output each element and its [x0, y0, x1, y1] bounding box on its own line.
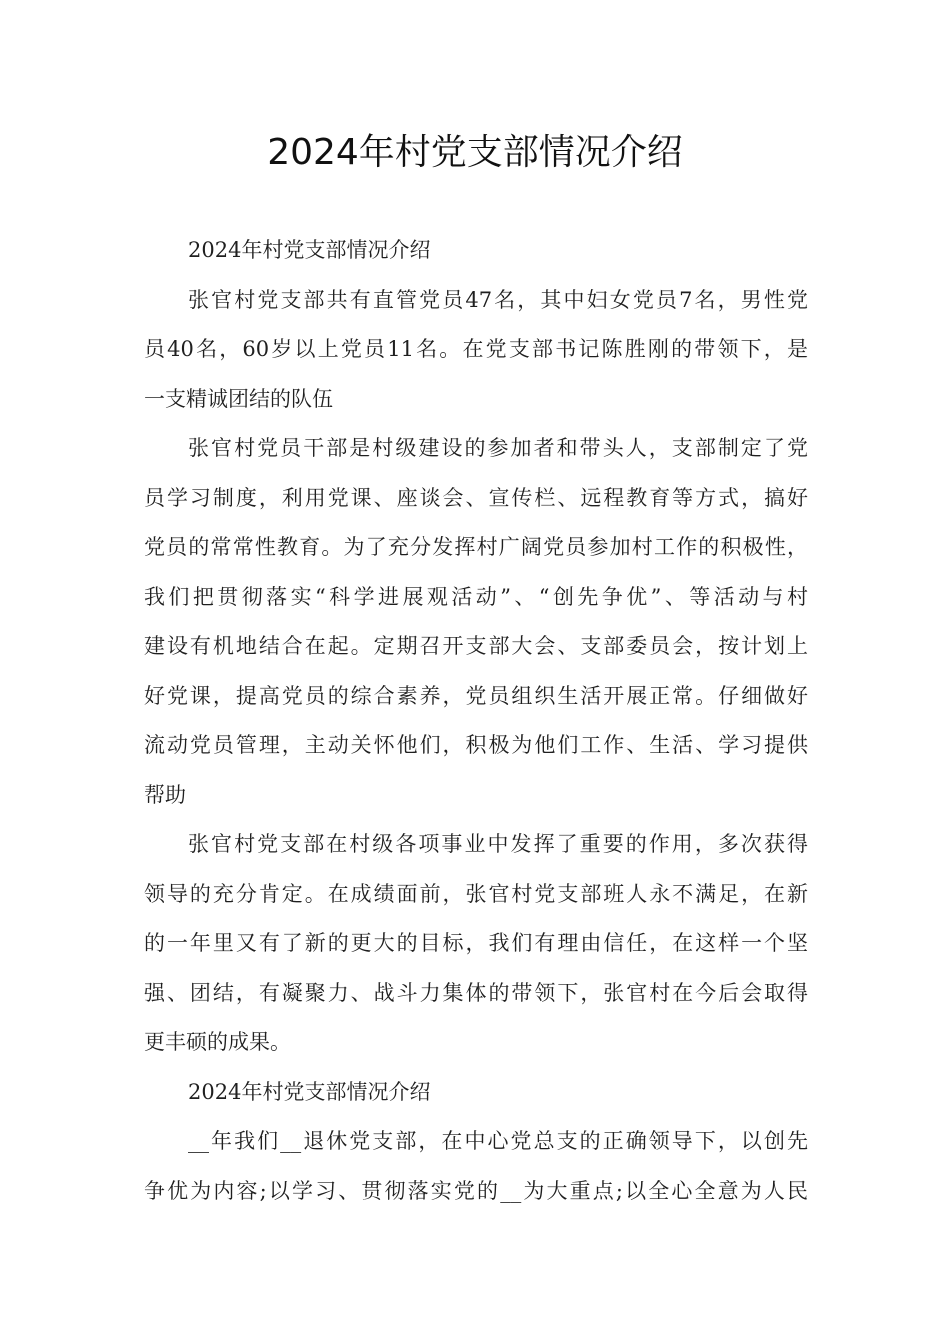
document-title: 2024年村党支部情况介绍 — [267, 132, 683, 173]
paragraph-line: 流动党员管理，主动关怀他们，积极为他们工作、生活、学习提供 — [144, 733, 808, 757]
paragraph-line: 建设有机地结合在起。定期召开支部大会、支部委员会，按计划上 — [144, 634, 808, 658]
paragraph-line: 强、团结，有凝聚力、战斗力集体的带领下，张官村在今后会取得 — [144, 980, 808, 1005]
document-body — [144, 226, 808, 1216]
section-heading: 2024年村党支部情况介绍 — [188, 1079, 431, 1104]
paragraph-line: 更丰硕的成果。 — [144, 1030, 291, 1054]
paragraph-line: 张官村党支部在村级各项事业中发挥了重要的作用，多次获得 — [188, 832, 808, 856]
paragraph-line: __年我们__退休党支部，在中心党总支的正确领导下，以创先 — [188, 1129, 808, 1153]
section-heading: 2024年村党支部情况介绍 — [188, 238, 431, 262]
paragraph-line: 一支精诚团结的队伍 — [144, 386, 333, 411]
paragraph-line: 张官村党支部共有直管党员47名，其中妇女党员7名，男性党 — [188, 287, 808, 312]
paragraph-line: 张官村党员干部是村级建设的参加者和带头人，支部制定了党 — [188, 436, 808, 460]
paragraph-line: 好党课，提高党员的综合素养，党员组织生活开展正常。仔细做好 — [144, 683, 808, 708]
paragraph-line: 帮助 — [144, 782, 186, 807]
paragraph-line: 员学习制度，利用党课、座谈会、宣传栏、远程教育等方式，搞好 — [144, 485, 808, 510]
paragraph-line: 我们把贯彻落实“科学进展观活动”、“创先争优”、等活动与村 — [144, 584, 808, 609]
paragraph-line: 领导的充分肯定。在成绩面前，张官村党支部班人永不满足，在新 — [144, 881, 808, 906]
paragraph-line: 的一年里又有了新的更大的目标，我们有理由信任，在这样一个坚 — [144, 931, 808, 955]
paragraph-line: 争优为内容;以学习、贯彻落实党的__为大重点;以全心全意为人民 — [144, 1178, 808, 1203]
paragraph-line: 员40名，60岁以上党员11名。在党支部书记陈胜刚的带领下，是 — [144, 337, 808, 361]
paragraph-line: 党员的常常性教育。为了充分发挥村广阔党员参加村工作的积极性， — [144, 535, 808, 559]
